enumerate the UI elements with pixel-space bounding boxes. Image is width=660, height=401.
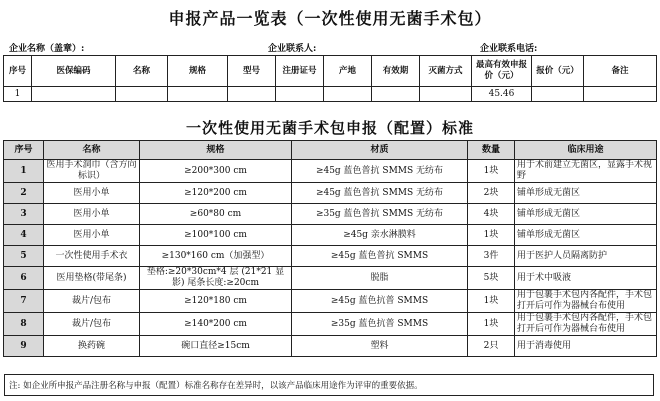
item-quantity: 1块 bbox=[468, 313, 515, 336]
footnote: 注: 如企业所申报产品注册名称与申报（配置）标准名称存在差异时，以该产品临床用途作为评审的重要依据。 bbox=[4, 374, 654, 396]
table-header-row bbox=[4, 56, 657, 87]
table-cell[interactable] bbox=[276, 87, 324, 102]
company-contact-label: 企业联系人: bbox=[268, 44, 317, 54]
table-row bbox=[4, 87, 657, 102]
item-clinical-use: 用于包裹手术包内各配件，手术包打开后可作为器械台布使用 bbox=[515, 313, 657, 336]
remark-cell[interactable] bbox=[584, 87, 657, 102]
item-spec: ≥60*80 cm bbox=[140, 204, 292, 225]
company-name-label: 企业名称（盖章）: bbox=[9, 44, 85, 54]
item-material: ≥45g 亲水淋膜料 bbox=[292, 225, 468, 246]
col-header: 有效期 bbox=[372, 56, 420, 87]
product-declaration-table bbox=[3, 55, 657, 102]
col-header: 产地 bbox=[324, 56, 372, 87]
table-row bbox=[4, 225, 657, 246]
table-row bbox=[4, 267, 657, 290]
table-cell[interactable] bbox=[228, 87, 276, 102]
col-header: 名称 bbox=[116, 56, 168, 87]
table-cell[interactable] bbox=[32, 87, 116, 102]
item-spec: ≥120*180 cm bbox=[140, 290, 292, 313]
table-row bbox=[4, 290, 657, 313]
item-name: 医用小单 bbox=[44, 183, 140, 204]
table-header-row bbox=[4, 141, 657, 160]
item-quantity: 5块 bbox=[468, 267, 515, 290]
col-header: 临床用途 bbox=[515, 141, 657, 160]
item-spec: ≥140*200 cm bbox=[140, 313, 292, 336]
col-header: 灭菌方式 bbox=[420, 56, 472, 87]
item-clinical-use: 用于术前建立无菌区，显露手术视野 bbox=[515, 160, 657, 183]
item-name: 裁片/包布 bbox=[44, 313, 140, 336]
item-spec: ≥200*300 cm bbox=[140, 160, 292, 183]
table-cell[interactable] bbox=[420, 87, 472, 102]
row-index: 2 bbox=[4, 183, 44, 204]
item-clinical-use: 用于包裹手术包内各配件，手术包打开后可作为器械台布使用 bbox=[515, 290, 657, 313]
page-title: 申报产品一览表（一次性使用无菌手术包） bbox=[168, 9, 492, 28]
row-index: 1 bbox=[4, 160, 44, 183]
item-name: 医用垫格(带尾条) bbox=[44, 267, 140, 290]
row-index: 6 bbox=[4, 267, 44, 290]
col-header: 备注 bbox=[584, 56, 657, 87]
item-clinical-use: 铺单形成无菌区 bbox=[515, 204, 657, 225]
item-spec: ≥130*160 cm（加强型） bbox=[140, 246, 292, 267]
row-index: 5 bbox=[4, 246, 44, 267]
item-material: ≥45g 蓝色普抗 SMMS 无纺布 bbox=[292, 183, 468, 204]
table-cell: 1 bbox=[4, 87, 32, 102]
table-row bbox=[4, 313, 657, 336]
table-cell[interactable] bbox=[168, 87, 228, 102]
row-index: 3 bbox=[4, 204, 44, 225]
item-clinical-use: 用于医护人员隔离防护 bbox=[515, 246, 657, 267]
item-material: ≥45g 蓝色普抗 SMMS bbox=[292, 246, 468, 267]
section-title: 一次性使用无菌手术包申报（配置）标准 bbox=[185, 119, 474, 137]
item-name: 医用手术洞巾（含方向标识） bbox=[44, 160, 140, 183]
item-quantity: 2只 bbox=[468, 336, 515, 357]
item-quantity: 4块 bbox=[468, 204, 515, 225]
item-name: 一次性使用手术衣 bbox=[44, 246, 140, 267]
item-spec: 碗口直径≥15cm bbox=[140, 336, 292, 357]
item-material: ≥35g 蓝色普抗 SMMS 无纺布 bbox=[292, 204, 468, 225]
item-spec: ≥100*100 cm bbox=[140, 225, 292, 246]
col-header: 型号 bbox=[228, 56, 276, 87]
item-quantity: 1块 bbox=[468, 225, 515, 246]
max-price-cell: 45.46 bbox=[472, 87, 532, 102]
item-clinical-use: 铺单形成无菌区 bbox=[515, 183, 657, 204]
item-clinical-use: 用于术中吸液 bbox=[515, 267, 657, 290]
col-header: 数量 bbox=[468, 141, 515, 160]
table-row bbox=[4, 183, 657, 204]
item-material: ≥45g 蓝色抗普 SMMS bbox=[292, 290, 468, 313]
col-header: 报价（元） bbox=[532, 56, 584, 87]
item-spec: ≥120*200 cm bbox=[140, 183, 292, 204]
item-quantity: 3件 bbox=[468, 246, 515, 267]
item-clinical-use: 用于消毒使用 bbox=[515, 336, 657, 357]
table-row bbox=[4, 160, 657, 183]
col-header: 名称 bbox=[44, 141, 140, 160]
col-header: 序号 bbox=[4, 141, 44, 160]
item-name: 裁片/包布 bbox=[44, 290, 140, 313]
row-index: 7 bbox=[4, 290, 44, 313]
item-material: 塑料 bbox=[292, 336, 468, 357]
table-cell[interactable] bbox=[372, 87, 420, 102]
item-spec: 垫格:≥20*30cm*4 层 (21*21 显影) 尾条长度:≥20cm bbox=[140, 267, 292, 290]
item-clinical-use: 铺单形成无菌区 bbox=[515, 225, 657, 246]
item-material: 脱脂 bbox=[292, 267, 468, 290]
item-quantity: 1块 bbox=[468, 290, 515, 313]
table-row bbox=[4, 336, 657, 357]
col-header: 材质 bbox=[292, 141, 468, 160]
col-header: 规格 bbox=[140, 141, 292, 160]
quote-price-cell[interactable] bbox=[532, 87, 584, 102]
col-header: 规格 bbox=[168, 56, 228, 87]
row-index: 9 bbox=[4, 336, 44, 357]
item-quantity: 1块 bbox=[468, 160, 515, 183]
row-index: 8 bbox=[4, 313, 44, 336]
table-row bbox=[4, 204, 657, 225]
item-name: 换药碗 bbox=[44, 336, 140, 357]
col-header: 最高有效申报价（元） bbox=[472, 56, 532, 87]
table-row bbox=[4, 246, 657, 267]
configuration-standard-table bbox=[3, 140, 657, 357]
company-phone-label: 企业联系电话: bbox=[480, 44, 538, 54]
table-cell[interactable] bbox=[116, 87, 168, 102]
col-header: 注册证号 bbox=[276, 56, 324, 87]
table-cell[interactable] bbox=[324, 87, 372, 102]
item-material: ≥45g 蓝色普抗 SMMS 无纺布 bbox=[292, 160, 468, 183]
item-quantity: 2块 bbox=[468, 183, 515, 204]
col-header: 序号 bbox=[4, 56, 32, 87]
item-name: 医用小单 bbox=[44, 204, 140, 225]
item-name: 医用小单 bbox=[44, 225, 140, 246]
row-index: 4 bbox=[4, 225, 44, 246]
item-material: ≥35g 蓝色抗普 SMMS bbox=[292, 313, 468, 336]
col-header: 医保编码 bbox=[32, 56, 116, 87]
